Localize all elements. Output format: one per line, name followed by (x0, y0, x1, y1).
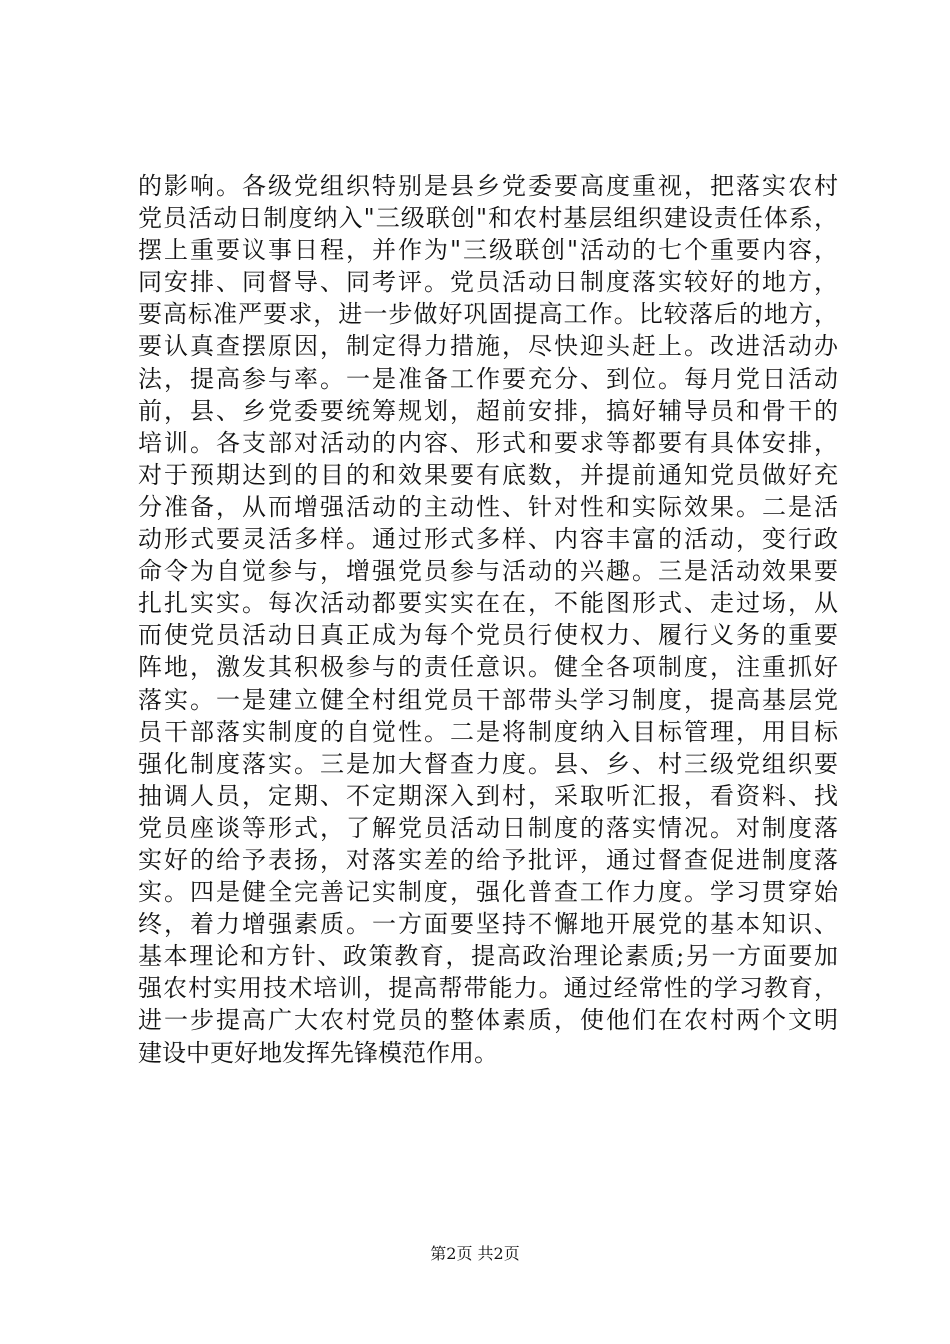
text-line: 实好的给予表扬，对落实差的给予批评，通过督查促进制度落 (138, 845, 838, 874)
page-footer: 第2页 共2页 (430, 1244, 520, 1263)
text-line: 强化制度落实。三是加大督查力度。县、乡、村三级党组织要 (138, 749, 838, 778)
text-line: 进一步提高广大农村党员的整体素质，使他们在农村两个文明 (138, 1006, 838, 1035)
text-line: 培训。各支部对活动的内容、形式和要求等都要有具体安排， (138, 428, 838, 457)
text-line: 法，提高参与率。一是准备工作要充分、到位。每月党日活动 (138, 364, 838, 393)
text-line: 扎扎实实。每次活动都要实实在在，不能图形式、走过场，从 (138, 589, 838, 618)
text-line: 阵地，激发其积极参与的责任意识。健全各项制度，注重抓好 (138, 653, 838, 682)
text-line: 基本理论和方针、政策教育，提高政治理论素质;另一方面要加 (138, 942, 838, 971)
body-paragraph (138, 170, 838, 1069)
text-line: 员干部落实制度的自觉性。二是将制度纳入目标管理，用目标 (138, 717, 838, 746)
text-line: 动形式要灵活多样。通过形式多样、内容丰富的活动，变行政 (138, 525, 838, 554)
text-line: 分准备，从而增强活动的主动性、针对性和实际效果。二是活 (138, 492, 838, 521)
text-line: 的影响。各级党组织特别是县乡党委要高度重视，把落实农村 (138, 172, 838, 200)
text-line: 而使党员活动日真正成为每个党员行使权力、履行义务的重要 (138, 621, 838, 650)
text-line: 抽调人员，定期、不定期深入到村，采取听汇报，看资料、找 (138, 781, 838, 810)
text-line: 对于预期达到的目的和效果要有底数，并提前通知党员做好充 (138, 460, 838, 489)
text-line: 党员座谈等形式，了解党员活动日制度的落实情况。对制度落 (138, 813, 838, 842)
text-line: 党员活动日制度纳入"三级联创"和农村基层组织建设责任体系， (138, 204, 838, 233)
text-line: 前，县、乡党委要统筹规划，超前安排，搞好辅导员和骨干的 (138, 396, 838, 425)
text-line: 终，着力增强素质。一方面要坚持不懈地开展党的基本知识、 (138, 910, 838, 939)
text-line: 要认真查摆原因，制定得力措施，尽快迎头赶上。改进活动办 (138, 332, 838, 361)
text-line: 摆上重要议事日程，并作为"三级联创"活动的七个重要内容， (138, 236, 838, 265)
text-line: 强农村实用技术培训，提高帮带能力。通过经常性的学习教育， (138, 974, 838, 1003)
text-line: 要高标准严要求，进一步做好巩固提高工作。比较落后的地方， (138, 300, 838, 329)
text-line: 实。四是健全完善记实制度，强化普查工作力度。学习贯穿始 (138, 878, 838, 907)
text-line: 建设中更好地发挥先锋模范作用。 (138, 1038, 498, 1067)
text-line: 命令为自觉参与，增强党员参与活动的兴趣。三是活动效果要 (138, 557, 838, 586)
text-line: 落实。一是建立健全村组党员干部带头学习制度，提高基层党 (138, 685, 838, 714)
text-line: 同安排、同督导、同考评。党员活动日制度落实较好的地方， (138, 268, 838, 297)
